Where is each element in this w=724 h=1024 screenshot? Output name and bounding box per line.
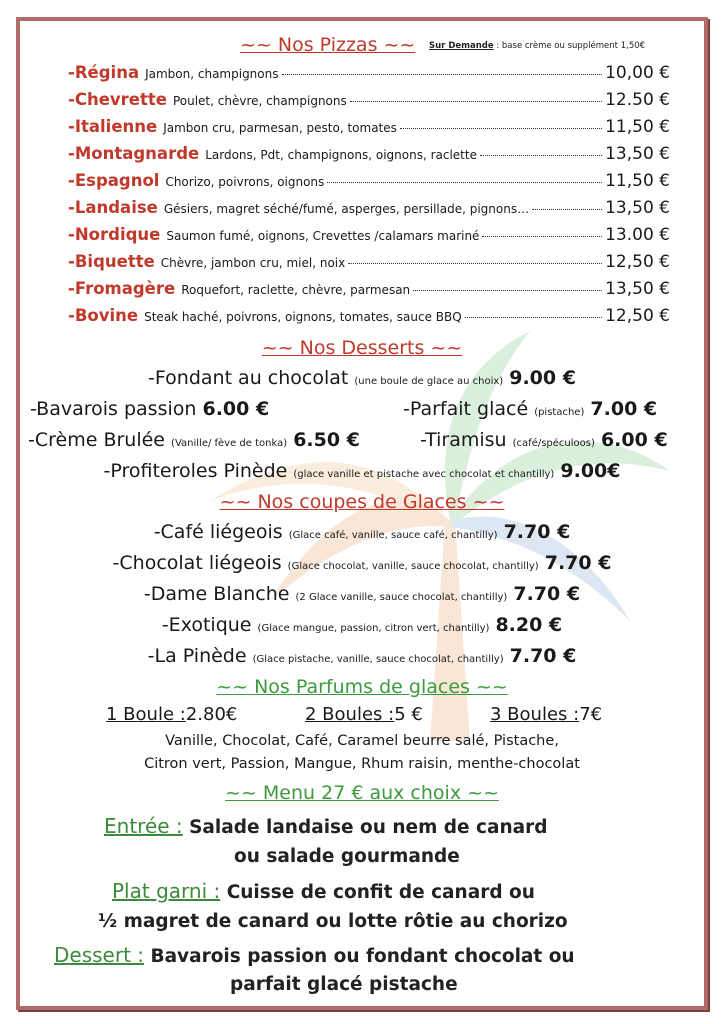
plat-line1: Cuisse de confit de canard ou	[226, 882, 535, 903]
coupe-note: (Glace café, vanille, sauce café, chantilly)	[288, 530, 498, 541]
pizza-row	[68, 225, 670, 251]
boules-prices	[20, 704, 704, 730]
dessert-price: 6.00 €	[202, 398, 270, 420]
pizza-name: -Landaise	[68, 198, 158, 217]
dessert-bavarois	[30, 398, 269, 420]
pizza-row	[68, 306, 670, 332]
menu-title: ~~ Menu 27 € aux choix ~~	[225, 782, 499, 804]
coupe-name: -La Pinède	[147, 645, 247, 667]
pizza-desc: Steak haché, poivrons, oignons, tomates, sauce BBQ	[144, 310, 462, 324]
pizza-name: -Montagnarde	[68, 144, 200, 163]
dessert-note: (café/spéculoos)	[512, 438, 595, 449]
coupe-name: -Exotique	[161, 614, 252, 636]
pizza-name: -Nordique	[68, 225, 161, 244]
menu-dessert	[54, 943, 575, 967]
boule1-price: 2.80€	[185, 704, 238, 725]
pizzas-note-text: : base crème ou supplément 1,50€	[493, 41, 646, 51]
dessert-price: 9.00 €	[509, 367, 576, 389]
dessert-note: (pistache)	[534, 407, 585, 418]
pizza-name: -Chevrette	[68, 90, 167, 109]
dot-leader	[350, 100, 602, 102]
dot-leader	[482, 235, 602, 237]
dessert-name: -Profiteroles Pinède	[103, 460, 288, 482]
pizza-desc: Roquefort, raclette, chèvre, parmesan	[181, 283, 411, 297]
pizza-price: 12,50 €	[605, 252, 670, 272]
pizza-name: -Fromagère	[68, 279, 176, 298]
coupe-note: (Glace mangue, passion, citron vert, chantilly)	[257, 623, 490, 634]
pizza-price: 12,50 €	[605, 306, 670, 326]
coupe-row	[20, 521, 704, 543]
dessert-note: (glace vanille et pistache avec chocolat et chantilly)	[293, 469, 555, 480]
dessert-name: -Parfait glacé	[403, 398, 529, 420]
entree-line1: Salade landaise ou nem de canard	[189, 817, 548, 838]
dessert-note: (une boule de glace au choix)	[354, 376, 504, 387]
dessert-profiteroles	[20, 460, 704, 482]
dot-leader	[465, 316, 602, 318]
pizza-row	[68, 198, 670, 224]
pizza-row	[68, 171, 670, 197]
boule1-label: 1 Boule :	[106, 704, 186, 725]
pizza-name: -Italienne	[68, 117, 158, 136]
menu-content	[20, 21, 704, 1006]
dessert-price: 6.50 €	[293, 429, 360, 451]
dot-leader	[327, 181, 602, 183]
dessert-fondant	[20, 367, 704, 389]
pizza-desc: Jambon, champignons	[145, 67, 279, 81]
dessert-name: -Crème Brulée	[28, 429, 165, 451]
pizza-name: -Bovine	[68, 306, 139, 325]
pizza-desc: Chorizo, poivrons, oignons	[165, 175, 325, 189]
entree-line2: ou salade gourmande	[234, 846, 460, 867]
dessert-note: (Vanille/ fève de tonka)	[171, 438, 288, 449]
pizzas-note	[429, 41, 645, 51]
coupe-price: 8.20 €	[495, 614, 563, 636]
pizza-desc: Jambon cru, parmesan, pesto, tomates	[163, 121, 397, 135]
entree-label: Entrée :	[104, 814, 183, 838]
menu-plat	[112, 879, 535, 903]
pizza-desc: Lardons, Pdt, champignons, oignons, raclette	[205, 148, 477, 162]
pizza-price: 13,50 €	[605, 279, 670, 299]
dessert-tiramisu	[420, 429, 668, 451]
boule2	[305, 704, 423, 725]
menu-entree	[104, 814, 548, 838]
desserts-title: ~~ Nos Desserts ~~	[261, 337, 463, 359]
coupe-note: (Glace chocolat, vanille, sauce chocolat, chantilly)	[287, 561, 539, 572]
pizza-row	[68, 117, 670, 143]
dot-leader	[400, 127, 602, 129]
dot-leader	[532, 208, 602, 210]
boule3-label: 3 Boules :	[490, 704, 580, 725]
boule2-label: 2 Boules :	[305, 704, 395, 725]
boule2-price: 5 €	[394, 704, 423, 725]
pizzas-title: ~~ Nos Pizzas ~~	[240, 34, 416, 56]
pizza-price: 13.00 €	[605, 225, 670, 245]
dessert-price: 7.00 €	[590, 398, 658, 420]
pizza-desc: Gésiers, magret séché/fumé, asperges, persillade, pignons…	[163, 202, 530, 216]
parfums-title: ~~ Nos Parfums de glaces ~~	[216, 676, 508, 698]
pizza-price: 13,50 €	[605, 144, 670, 164]
coupe-name: -Café liégeois	[153, 521, 283, 543]
boule1	[106, 704, 237, 725]
dessert-label: Dessert :	[54, 943, 145, 967]
dessert-creme	[28, 429, 360, 451]
pizza-desc: Poulet, chèvre, champignons	[172, 94, 347, 108]
pizza-name: -Biquette	[68, 252, 155, 271]
pizza-name: -Espagnol	[68, 171, 160, 190]
pizzas-note-label: Sur Demande	[429, 41, 494, 51]
dessert-line2: parfait glacé pistache	[230, 974, 458, 995]
menu-frame	[16, 17, 708, 1010]
pizza-price: 10,00 €	[605, 63, 670, 83]
dessert-price: 9.00€	[560, 460, 621, 482]
plat-line2: ½ magret de canard ou lotte rôtie au chorizo	[98, 911, 568, 932]
pizza-row	[68, 63, 670, 89]
pizza-row	[68, 279, 670, 305]
dessert-parfait	[403, 398, 657, 420]
coupe-row	[20, 645, 704, 667]
coupe-name: -Chocolat liégeois	[112, 552, 282, 574]
flavors-line: Citron vert, Passion, Mangue, Rhum raisin, menthe-chocolat	[144, 756, 580, 772]
coupe-price: 7.70 €	[513, 583, 581, 605]
plat-label: Plat garni :	[112, 879, 221, 903]
dessert-price: 6.00 €	[600, 429, 668, 451]
pizza-desc: Saumon fumé, oignons, Crevettes /calamars mariné	[166, 229, 480, 243]
pizza-desc: Chèvre, jambon cru, miel, noix	[160, 256, 346, 270]
coupe-row	[20, 614, 704, 636]
boule3-price: 7€	[579, 704, 603, 725]
dessert-name: -Fondant au chocolat	[148, 367, 349, 389]
pizza-price: 13,50 €	[605, 198, 670, 218]
dot-leader	[348, 262, 602, 264]
pizza-price: 11,50 €	[605, 171, 670, 191]
coupe-name: -Dame Blanche	[143, 583, 290, 605]
pizza-row	[68, 144, 670, 170]
coupe-price: 7.70 €	[509, 645, 577, 667]
coupe-note: (2 Glace vanille, sauce chocolat, chantilly)	[295, 592, 508, 603]
pizza-price: 12.50 €	[605, 90, 670, 110]
dot-leader	[480, 154, 602, 156]
coupes-title: ~~ Nos coupes de Glaces ~~	[219, 491, 505, 513]
coupe-note: (Glace pistache, vanille, sauce chocolat, chantilly)	[252, 654, 504, 665]
coupe-price: 7.70 €	[503, 521, 571, 543]
flavors-line: Vanille, Chocolat, Café, Caramel beurre salé, Pistache,	[165, 733, 559, 749]
pizza-price: 11,50 €	[605, 117, 670, 137]
coupe-row	[20, 583, 704, 605]
dot-leader	[282, 73, 603, 75]
boule3	[490, 704, 602, 725]
dot-leader	[413, 289, 602, 291]
coupe-row	[20, 552, 704, 574]
pizza-row	[68, 90, 670, 116]
dessert-name: -Bavarois passion	[30, 398, 197, 420]
coupe-price: 7.70 €	[544, 552, 612, 574]
pizza-row	[68, 252, 670, 278]
dessert-line1: Bavarois passion ou fondant chocolat ou	[150, 946, 575, 967]
dessert-name: -Tiramisu	[420, 429, 507, 451]
pizza-name: -Régina	[68, 63, 140, 82]
